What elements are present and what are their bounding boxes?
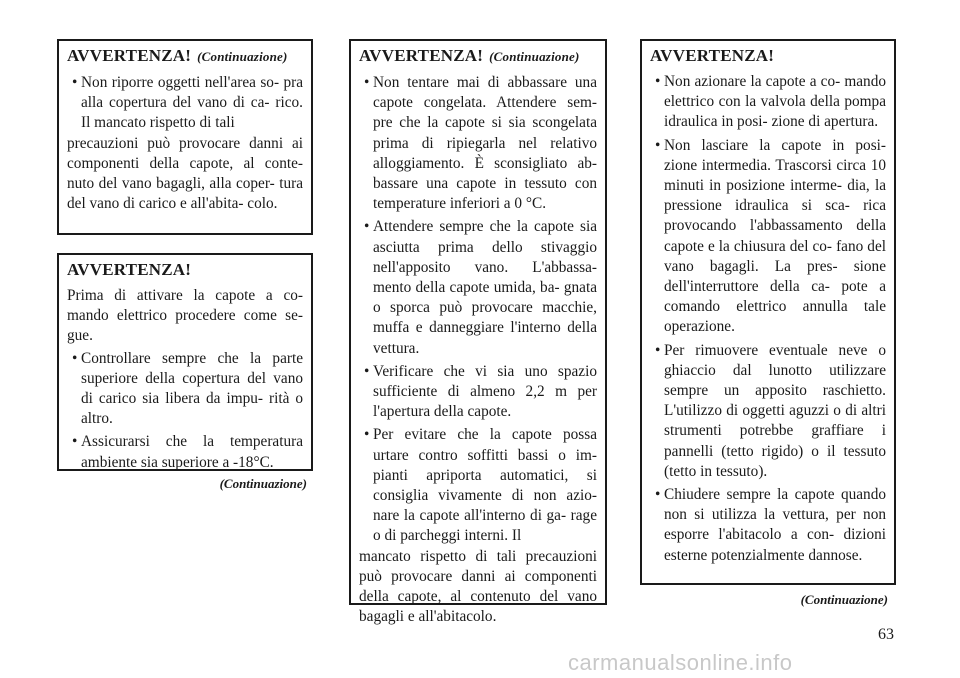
bullet-icon: • bbox=[72, 433, 78, 451]
warning-box-2 bbox=[57, 253, 313, 471]
bullet-icon: • bbox=[655, 73, 661, 90]
continuation-note: (Continuazione) bbox=[219, 476, 307, 491]
bullet-icon: • bbox=[364, 426, 370, 444]
bullet-item: • Non tentare mai di abbassare una capote congelata. Attendere sem- pre che la capote si sia scongelata prima di ripiegarla nel relativo alloggiamento. È sconsigliato ab- bassare una capote in tessuto con temperature inferiori a 0 °C. bbox=[364, 74, 597, 213]
paragraph: mancato rispetto di tali precauzioni può provocare danni ai componenti della capote, al contenuto del vano bagagli e all'abitacolo. bbox=[359, 547, 597, 626]
warning-title: AVVERTENZA! (Continuazione) bbox=[359, 46, 580, 65]
bullet-icon: • bbox=[364, 218, 370, 236]
bullet-item: • Controllare sempre che la parte superiore della copertura del vano di carico sia libera da impu- rità o altro. bbox=[72, 349, 303, 428]
bullet-item: • Assicurarsi che la temperatura ambiente sia superiore a -18°C. bbox=[72, 433, 303, 471]
bullet-item: • Attendere sempre che la capote sia asciutta prima dello stivaggio nell'apposito vano. L'abbassa- mento della capote umida, ba- gnata o sporca può provocare macchie, muffa e danneggiare l'interno della vettura. bbox=[364, 218, 597, 357]
bullet-item: • Verificare che vi sia uno spazio sufficiente di almeno 2,2 m per l'apertura della capote. bbox=[364, 362, 597, 421]
intro-paragraph: Prima di attivare la capote a co- mando elettrico procedere come se- gue. bbox=[67, 287, 303, 345]
bullet-item: • Non riporre oggetti nell'area so- pra alla copertura del vano di ca- rico. Il mancato rispetto di tali bbox=[72, 74, 303, 132]
warning-box-3 bbox=[349, 39, 607, 626]
watermark: carmanualsonline.info bbox=[568, 650, 793, 675]
warning-box-4 bbox=[640, 39, 896, 585]
paragraph: precauzioni può provocare danni ai componenti della capote, al conte- nuto del vano bagagli, alla coper- tura del vano di carico e all'abita- colo. bbox=[67, 134, 303, 213]
warning-title: AVVERTENZA! (Continuazione) bbox=[67, 46, 288, 65]
continuation-note: (Continuazione) bbox=[800, 592, 888, 607]
bullet-icon: • bbox=[655, 341, 661, 359]
bullet-icon: • bbox=[72, 349, 78, 367]
bullet-item: • Per rimuovere eventuale neve o ghiaccio dal lunotto utilizzare sempre un apposito raschietto. L'utilizzo di oggetti aguzzi o di altri strumenti potrebbe graffiare i pannelli (tetto rigido) o il tessuto (tetto in tessuto). bbox=[655, 341, 886, 480]
warning-title: AVVERTENZA! bbox=[650, 46, 775, 65]
bullet-icon: • bbox=[364, 74, 370, 91]
bullet-icon: • bbox=[72, 74, 78, 91]
bullet-item: • Non azionare la capote a co- mando elettrico con la valvola della pompa idraulica in posi- zione di apertura. bbox=[655, 73, 886, 131]
bullet-icon: • bbox=[364, 362, 370, 380]
continuation-label: (Continuazione) bbox=[489, 49, 580, 64]
bullet-item: • Chiudere sempre la capote quando non si utilizza la vettura, per non esporre l'abitacolo a con- dizioni esterne potenzialmente dannose. bbox=[655, 486, 886, 564]
bullet-icon: • bbox=[655, 486, 661, 504]
bullet-item: • Per evitare che la capote possa urtare contro soffitti bassi o im- pianti apriporta automatici, si consiglia vivamente di non azio- nare la capote all'interno di ga- rage o di parcheggi interni. Il bbox=[364, 426, 597, 545]
bullet-item: • Non lasciare la capote in posi- zione intermedia. Trascorsi circa 10 minuti in posizione interme- dia, la pressione idraulica si sca- rica provocando l'abbassamento della capote e la chiusura del co- fano del vano bagagli. La pres- sione dell'interruttore della ca- pote a comando elettrico annulla tale operazione. bbox=[655, 136, 886, 336]
continuation-label: (Continuazione) bbox=[197, 49, 288, 64]
warning-title: AVVERTENZA! bbox=[67, 260, 192, 279]
bullet-icon: • bbox=[655, 136, 661, 154]
page-number: 63 bbox=[878, 626, 894, 643]
warning-box-1 bbox=[57, 39, 313, 235]
